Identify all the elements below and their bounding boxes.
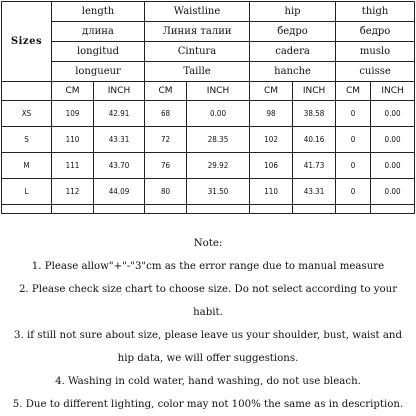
- measure-ru-waistline: Линия талии: [145, 22, 250, 42]
- measure-es-waistline: Cintura: [145, 42, 250, 62]
- unit-inch: INCH: [371, 82, 415, 101]
- measure-fr-thigh: cuisse: [336, 62, 415, 82]
- size-cell: 43.70: [94, 153, 145, 179]
- measure-ru-hip: бедро: [250, 22, 336, 42]
- size-cell: 44.09: [94, 179, 145, 205]
- blank-cell: [336, 205, 371, 214]
- size-label: XS: [2, 101, 52, 127]
- size-row-s: [2, 127, 415, 153]
- unit-inch: INCH: [293, 82, 336, 101]
- size-cell: 38.58: [293, 101, 336, 127]
- sizes-title: Sizes: [2, 2, 52, 82]
- size-cell: 0.00: [371, 127, 415, 153]
- measure-es-hip: cadera: [250, 42, 336, 62]
- size-cell: 0: [336, 179, 371, 205]
- blank-cell: [293, 205, 336, 214]
- blank-cell: [250, 205, 293, 214]
- measure-fr-hip: hanche: [250, 62, 336, 82]
- size-table: [1, 1, 415, 214]
- size-cell: 0: [336, 101, 371, 127]
- blank-row: [2, 205, 415, 214]
- size-cell: 102: [250, 127, 293, 153]
- header-row-en: [2, 2, 415, 22]
- size-cell: 110: [52, 127, 94, 153]
- size-cell: 111: [52, 153, 94, 179]
- note-item: 2. Please check size chart to choose size. Do not select according to your habit.: [18, 284, 398, 318]
- measure-en-length: length: [52, 2, 145, 22]
- size-cell: 42.91: [94, 101, 145, 127]
- measure-ru-thigh: бедро: [336, 22, 415, 42]
- note-item: 3. if still not sure about size, please leave us your shoulder, bust, waist and hip data, we will offer suggestions.: [13, 330, 402, 364]
- blank-cell: [371, 205, 415, 214]
- size-cell: 31.50: [187, 179, 250, 205]
- notes-section: [0, 232, 416, 416]
- size-cell: 0.00: [371, 179, 415, 205]
- unit-cm: CM: [336, 82, 371, 101]
- blank-cell: [94, 205, 145, 214]
- size-cell: 0.00: [187, 101, 250, 127]
- unit-inch: INCH: [94, 82, 145, 101]
- blank-cell: [2, 205, 52, 214]
- note-item: 4. Washing in cold water, hand washing, do not use bleach.: [55, 376, 361, 387]
- size-cell: 98: [250, 101, 293, 127]
- size-label: M: [2, 153, 52, 179]
- size-cell: 43.31: [293, 179, 336, 205]
- unit-cm: CM: [250, 82, 293, 101]
- size-cell: 80: [145, 179, 187, 205]
- measure-en-hip: hip: [250, 2, 336, 22]
- size-row-xs: [2, 101, 415, 127]
- header-row-es: [2, 42, 415, 62]
- size-cell: 112: [52, 179, 94, 205]
- measure-en-waistline: Waistline: [145, 2, 250, 22]
- size-cell: 43.31: [94, 127, 145, 153]
- size-cell: 106: [250, 153, 293, 179]
- size-cell: 0.00: [371, 101, 415, 127]
- size-cell: 41.73: [293, 153, 336, 179]
- size-cell: 76: [145, 153, 187, 179]
- measure-es-thigh: muslo: [336, 42, 415, 62]
- blank-cell: [52, 205, 94, 214]
- size-cell: 0: [336, 127, 371, 153]
- size-label: L: [2, 179, 52, 205]
- unit-row: [2, 82, 415, 101]
- blank-cell: [187, 205, 250, 214]
- blank-cell: [145, 205, 187, 214]
- size-cell: 109: [52, 101, 94, 127]
- note-item: 5. Due to different lighting, color may not 100% the same as in description.: [12, 399, 404, 410]
- size-cell: 28.35: [187, 127, 250, 153]
- size-cell: 0.00: [371, 153, 415, 179]
- size-row-l: [2, 179, 415, 205]
- size-cell: 68: [145, 101, 187, 127]
- size-cell: 72: [145, 127, 187, 153]
- size-row-m: [2, 153, 415, 179]
- note-item: 1. Please allow"+"-"3"cm as the error range due to manual measure: [31, 261, 385, 272]
- unit-corner-cell: [2, 82, 52, 101]
- size-cell: 0: [336, 153, 371, 179]
- measure-en-thigh: thigh: [336, 2, 415, 22]
- size-cell: 110: [250, 179, 293, 205]
- unit-inch: INCH: [187, 82, 250, 101]
- measure-ru-length: длина: [52, 22, 145, 42]
- unit-cm: CM: [145, 82, 187, 101]
- measure-fr-length: longueur: [52, 62, 145, 82]
- measure-es-length: longitud: [52, 42, 145, 62]
- header-row-fr: [2, 62, 415, 82]
- measure-fr-waistline: Taille: [145, 62, 250, 82]
- unit-cm: CM: [52, 82, 94, 101]
- size-label: S: [2, 127, 52, 153]
- notes-title: Note:: [193, 238, 223, 249]
- header-row-ru: [2, 22, 415, 42]
- size-cell: 29.92: [187, 153, 250, 179]
- size-cell: 40.16: [293, 127, 336, 153]
